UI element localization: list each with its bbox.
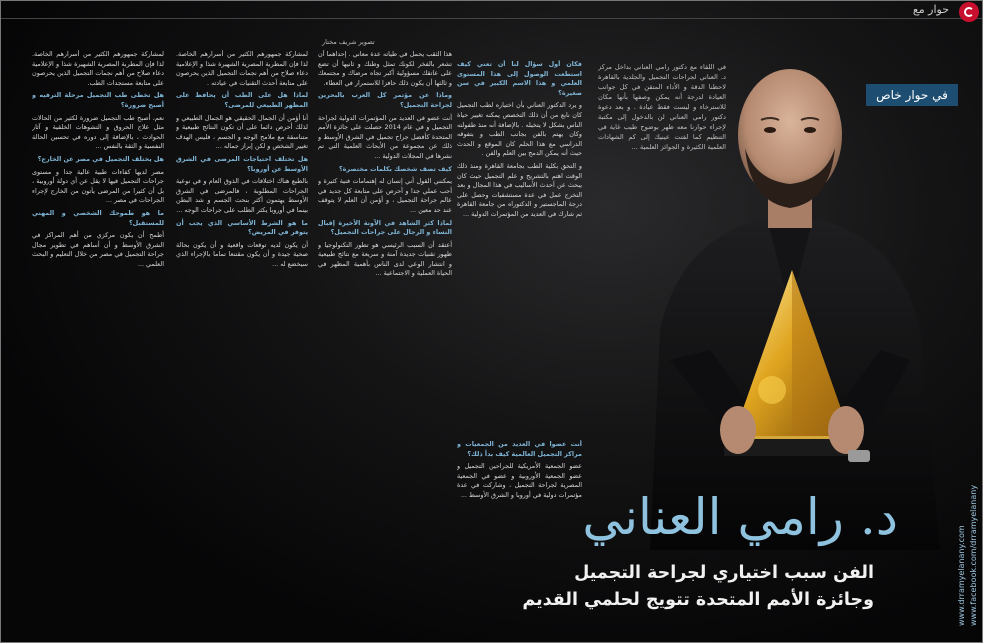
website-url[interactable]: www.drramyelanany.com <box>957 525 966 626</box>
headline-line-1: الفن سبب اختياري لجراحة التجميل <box>574 563 874 583</box>
interview-question: ما هو طموحك الشخصي و المهني للمستقبل؟ <box>32 208 164 227</box>
website-links <box>900 398 980 626</box>
article-column-2 <box>176 50 308 562</box>
interview-answer: مصر لديها كفاءات طبية عالية جدا و مستوى جراحات التجميل فيها لا يقل عن أي دولة أوروبية ، بل أن كثيرا من المرضى يأتون من الخارج لإجراء الجراحات في مصر ... <box>32 167 164 205</box>
article-column-3 <box>318 50 452 562</box>
interview-answer: لمشاركة جمهورهم الكثير من أسرارهم الخاصة. لذا فإن المطربة المصرية الشهيرة شذا و الإعلامية دعاء صلاح من أهم نجمات التجميل الذين يحرصون على متابعة مستجدات الطب. <box>32 50 164 87</box>
interview-answer: أن يكون لديه توقعات واقعية و أن يكون بحالة صحية جيدة و أن يكون مقتنعا تماما بالإجراء الذي سيخضع له ... <box>176 240 308 268</box>
interview-answer: أنت عضو في العديد من المؤتمرات الدولية لجراحة التجميل و في عام 2014 حصلت على جائزة الأمم المتحدة كأفضل جراح تجميل في الشرق الأوسط و ذلك عن مجموعة من الأبحاث العلمية التي تم نشرها في المجلات الدولية ... <box>318 113 452 160</box>
magazine-logo-icon <box>959 2 979 22</box>
website-links-text <box>956 485 980 626</box>
interview-answer: نعم، أصبح طب التجميل ضرورة لكثير من الحالات مثل علاج الحروق و التشوهات الخلقية و آثار الحوادث ، بالإضافة إلى دوره في تحسين الحالة النفسية و الثقة بالنفس ... <box>32 113 164 151</box>
photo-credit: تصوير شريف مختار <box>322 38 375 46</box>
interview-answer: أنا أؤمن أن الجمال الحقيقي هو الجمال الطبيعي و لذلك أحرص دائما على أن تكون النتائج طبيعية و متناسقة مع ملامح الوجه و الجسم ، فليس الهدف تغيير الشخص و لكن إبراز جماله ... <box>176 113 308 151</box>
interview-answer: عضو الجمعية الأمريكية للجراحين التجميل و عضو الجمعية الأوروبية و عضو في الجمعية المصرية لجراحة التجميل ، وشاركت في عدة مؤتمرات دولية في أوروبا و الشرق الأوسط ... <box>457 462 582 499</box>
interview-answer: بالطبع هناك اختلافات في الذوق العام و في نوعية الجراحات المطلوبة ، فالمرضى في الشرق الأوسط يهتمون أكثر بنحت الجسم و شد البطن بينما في أوروبا يكثر الطلب على جراحات الوجه ... <box>176 177 308 214</box>
interview-answer: لمشاركة جمهورهم الكثير من أسرارهم الخاصة. لذا فإن المطربة المصرية الشهيرة شذا و الإعلامية دعاء صلاح من أهم نجمات التجميل الذين يحرصون على متابعة أحدث التقنيات في عيادته . <box>176 50 308 87</box>
headline-line-2: وجائزة الأمم المتحدة تتويج لحلمي القديم <box>522 590 874 610</box>
interview-question: هل تخطى طب التجميل مرحلة الترفيه و أصبح ضرورة؟ <box>32 91 164 109</box>
section-tag: في حوار خاص <box>866 84 958 106</box>
interview-answer: و التحق بكلية الطب بجامعة القاهرة ومنذ ذلك الوقت اهتم بالتشريح و علم التجميل حيث كان يبحث عن أحدث الأساليب في هذا المجال و بعد التخرج عمل في عدة مستشفيات وحصل على درجة الماجستير و الدكتوراه من جامعة القاهرة ثم شارك في العديد من المؤتمرات الدولية ... <box>457 161 582 218</box>
interview-answer: أعتقد أن السبب الرئيسي هو تطور التكنولوجيا و ظهور تقنيات جديدة آمنة و سريعة مع نتائج طبيعية و انتشار الوعي لدى الناس بأهمية المظهر في الحياة العملية و الاجتماعية ... <box>318 240 452 278</box>
interview-question: لماذا هل على الطب أن يحافظ على المظهر الطبيعي للمرضى؟ <box>176 91 308 109</box>
header-divider <box>0 18 983 19</box>
interview-answer: و يرد الدكتور العناني بأن اختياره لطب التجميل كان نابع من أن ذلك التخصص يمكنه تغيير حياة الناس بشكل لا يتخيله . بالإضافة أنه منذ طفولته وكان يهتم بالفن بجانب الطب و بتفوقه الدراسي مع هذا الحلم كان الموقع و الحدث حيث أنه يمكن الدمج بين العلم والفن . <box>457 101 582 158</box>
interview-question: أنت عضوا في العديد من الجمعيات و مراكز التجميل العالمية كيف بدأ ذلك؟ <box>457 440 582 458</box>
interview-question: هل يختلف التجميل في مصر عن الخارج؟ <box>37 154 164 163</box>
intro-text: في اللقاء مع دكتور رامي العناني بداخل مركز د. العناني لجراحات التجميل والجلدية بالقاهرة لاحظنا الدقة و الأداء المتقن في كل جوانب العيادة لدرجة أنه يمكن وصفها بأنها مكان للاسترخاء و ليست فقط عيادة . و بعد دعوة دكتور رامي العناني لن بالدخول إلى مكتبة لإجراء حوارنا معه ظهر بوضوح طيب غاية في التنظيم كما لفتت عينيك إلى كم الشهادات العلمية الكثيرة و الجوائز العلمية ... <box>598 63 726 151</box>
interview-answer: هذا الثقب يحمل في طياته عدة معاني . إحداهما أن تشعر بالفخر لكونك تمثل وطنك و ثانيها أن تضع على عاتقك مسؤولية أكبر تجاه مرضاك و مجتمعك و ثالثها أن يكون ذلك حافزا للاستمرار في العطاء. <box>318 50 452 87</box>
interview-answer: يمكنني القول أني إنسان له إهتمامات فنية كثيرة و أحب عملي جدا و أحرص على متابعة كل جديد في عالم جراحة التجميل ، و أؤمن أن العلم لا يتوقف عند حد معين ... <box>318 177 452 214</box>
interview-question: هل تختلف احتياجات المرضى في الشرق الأوسط عن أوروبا؟ <box>176 154 308 173</box>
interview-question: لماذا كثر الشاهد في الآونة الأخيرة إقبال النساء و الرجال على جراحات التجميل؟ <box>318 218 452 237</box>
article-column-1 <box>32 50 164 562</box>
doctor-name-title: د. رامي العناني <box>582 488 898 546</box>
interview-question: وماذا عن مؤتمر كل العرب بالبحرين لجراحة التجميل؟ <box>318 91 452 109</box>
intro-paragraph <box>598 62 726 194</box>
interview-question: فكان أول سؤال لنا أن تعني كيف استطعت الوصول إلى هذا المستوى العلمي و هذا الاسم الكبير في سن صغيرة؟ <box>457 60 582 97</box>
section-label: حوار مع <box>912 3 949 16</box>
interview-answer: أطمح أن يكون مركزي من أهم المراكز في الشرق الأوسط و أن أساهم في تطوير مجال جراحة التجميل في مصر من خلال التعليم و البحث العلمي ... <box>32 231 164 268</box>
article-column-4 <box>457 60 582 434</box>
header-strip <box>0 0 983 24</box>
facebook-url[interactable]: www.facebook.com/drramyelanany <box>969 484 978 626</box>
interview-question: ما هو الشرط الأساسي الذي يجب أن يتوفر في المريض؟ <box>176 218 308 237</box>
interview-question: كيف تصف شخصك بكلمات مختصرة؟ <box>338 164 452 173</box>
